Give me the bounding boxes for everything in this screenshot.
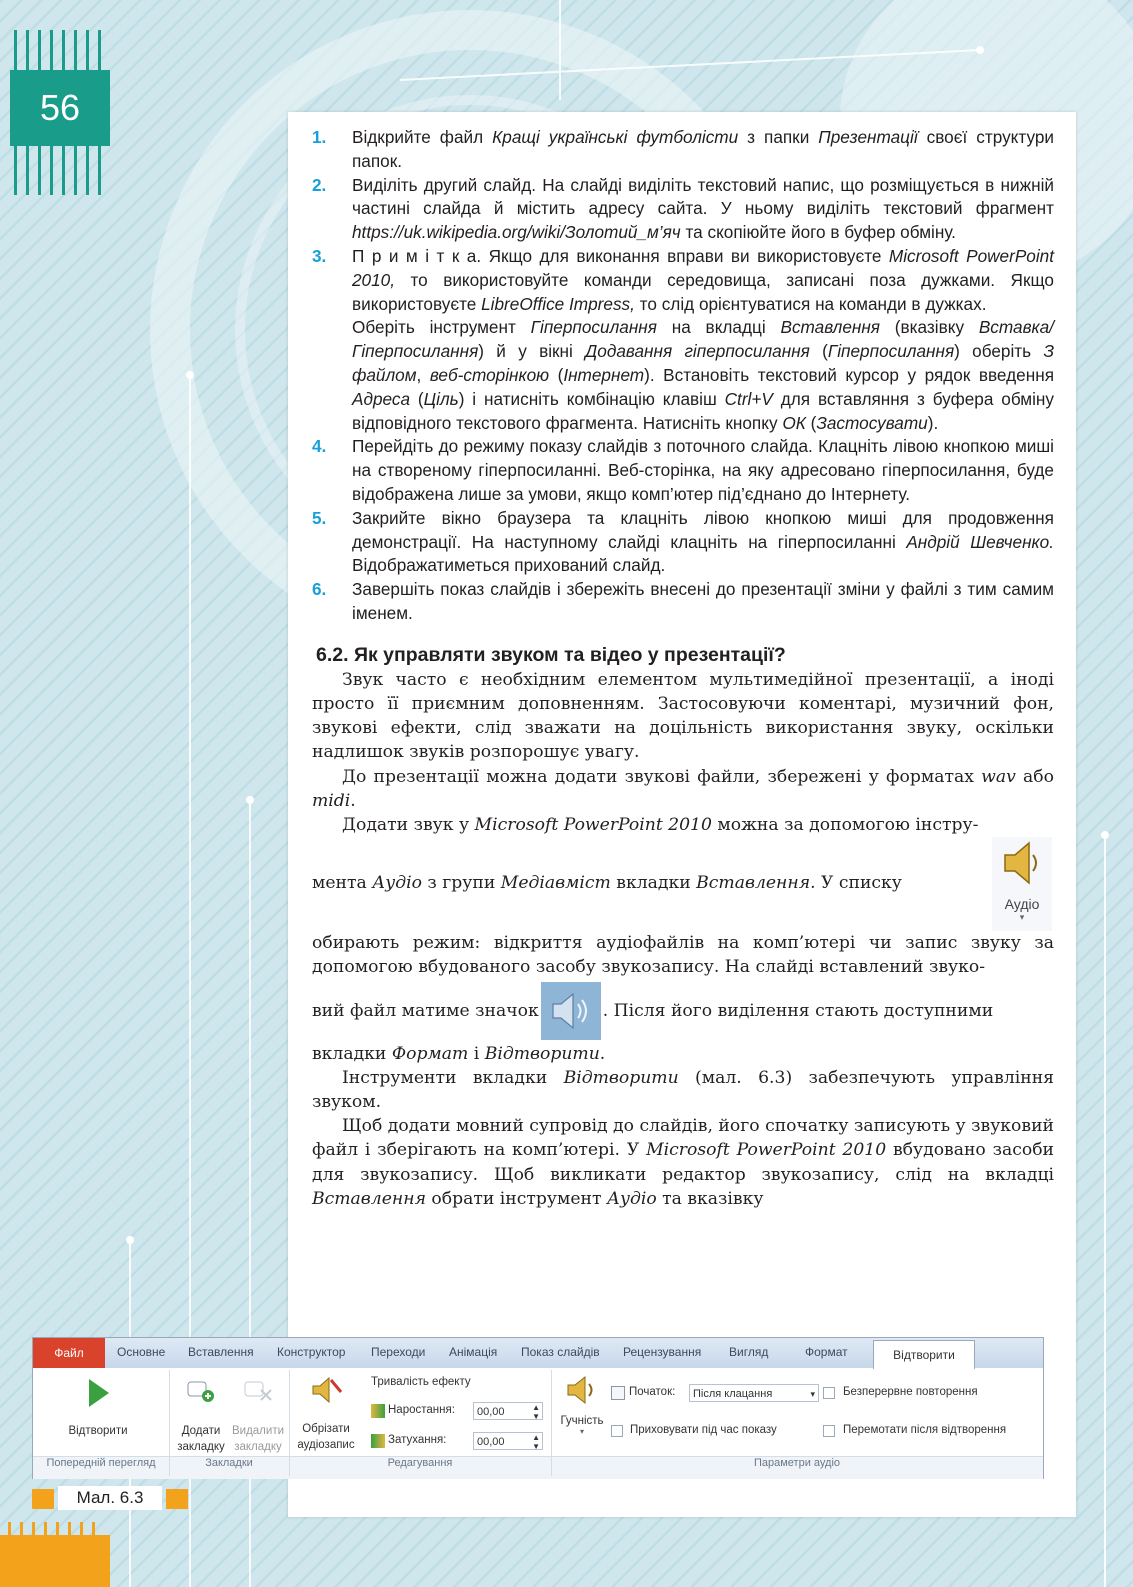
tab-slideshow[interactable]: Показ слайдів (521, 1345, 600, 1359)
step-number: 5. (312, 507, 327, 528)
step-item: 6. Завершіть показ слайдів і збережіть внесені до презентації зміни у файлі з тим самим іменем. (312, 579, 1054, 623)
spinner-icon[interactable]: ▲ ▼ (532, 1403, 540, 1421)
group-audio-options-label: Параметри аудіо (753, 1457, 841, 1469)
start-icon (611, 1386, 625, 1400)
paragraph-tabs: вкладки Формат і Відтворити. (312, 1043, 606, 1064)
tab-format[interactable]: Формат (805, 1345, 848, 1359)
step-item: 1. Відкрийте файл Кращі українські футболісти з папки Презентації своєї структури папок. (312, 127, 1054, 171)
fade-out-label: Затухання: (388, 1434, 447, 1446)
main-content (312, 126, 1054, 1211)
step-number: 4. (312, 436, 327, 457)
spinner-icon[interactable]: ▲ ▼ (532, 1433, 540, 1451)
speaker-icon (999, 837, 1045, 889)
fade-in-icon (371, 1404, 385, 1418)
step-number: 3. (312, 245, 327, 266)
tab-transitions[interactable]: Переходи (371, 1345, 426, 1359)
hide-during-show-checkbox[interactable] (611, 1425, 623, 1437)
paragraph-sound-intro: Звук часто є необхідним елементом мультимедійної презентації, а іноді просто її приємним доповненням. Застосовуючи коментарі, музичний фон, звукові ефекти, слід зважати на доцільність використання звуку, оскільки надлишок звуків розпорошує увагу. (312, 669, 1054, 763)
tab-animations[interactable]: Анімація (449, 1345, 498, 1359)
group-bookmarks-label: Закладки (205, 1457, 253, 1469)
add-bookmark-button[interactable]: Додати закладку (173, 1378, 229, 1455)
step-number: 1. (312, 127, 327, 147)
step-number: 6. (312, 579, 327, 600)
step-item: 4. Перейдіть до режиму показу слайдів з поточного слайда. Клацніть лівою кнопкою миші на створеному гіперпосиланні. Веб-сторінка, на яку адресовано гіперпосилання, буде відображена лише за умови, якщо комп’ютер під’єднано до Інтернету. (312, 436, 1054, 504)
add-bookmark-icon (184, 1378, 218, 1404)
ribbon-tabs (33, 1338, 1043, 1368)
paragraph-play-tab: Інструменти вкладки Відтворити (мал. 6.3) забезпечують управління звуком. (312, 1067, 1054, 1112)
group-preview-label: Попередній перегляд (46, 1457, 156, 1469)
fade-out-field[interactable]: 00,00 ▲ ▼ (473, 1432, 543, 1450)
start-label: Початок: (629, 1386, 676, 1398)
tab-design[interactable]: Конструктор (277, 1345, 346, 1359)
fade-out-icon (371, 1434, 385, 1448)
figure-caption: Мал. 6.3 (58, 1486, 162, 1510)
tab-playback[interactable]: Відтворити (873, 1340, 975, 1369)
section-heading: 6.2. Як управляти звуком та відео у презентації? (316, 643, 786, 666)
step-item: 5. Закрийте вікно браузера та клацніть лівою кнопкою миші для продовження демонстрації. На наступному слайді клацніть на гіперпосиланні Андрій Шевченко. Відображатиметься прихований слайд. (312, 507, 1054, 576)
hide-during-show-label: Приховувати під час показу (630, 1424, 777, 1436)
caption-marker-right (166, 1489, 188, 1509)
paragraph-add-sound: Додати звук у Microsoft PowerPoint 2010 можна за допомогою інстру- (342, 814, 979, 835)
step-item: 3. П р и м і т к а. Якщо для виконання вправи ви використовуєте Microsoft PowerPoint 2010, то використовуйте команди середовища, записані поза дужками. Якщо використовуєте LibreOffice Impress, то слід орієнтуватися на команди в дужках. Оберіть інструмент Гіперпосилання на вкладці Вставлення (вказівку Вставка/Гіперпосилання) й у вікні Додавання гіперпосилання (Гіперпосилання) оберіть З файлом, веб-сторінкою (Інтернет). Встановіть текстовий курсор у рядок введення Адреса (Ціль) і натисніть комбінацію клавіш Ctrl+V для вставляння з буфера обміну відповідного текстового фрагмента. Натисніть кнопку ОК (Застосувати). (312, 245, 1055, 433)
trim-audio-icon (309, 1372, 343, 1408)
volume-icon (564, 1372, 600, 1408)
tab-review[interactable]: Рецензування (623, 1345, 702, 1359)
paragraph-formats: До презентації можна додати звукові файли, збережені у форматах wav або midi. (312, 766, 1054, 811)
start-select[interactable]: Після клацання ▾ (689, 1384, 819, 1402)
chevron-down-icon: ▾ (1019, 913, 1025, 924)
sound-file-icon (541, 982, 601, 1040)
loop-checkbox[interactable] (823, 1387, 835, 1399)
fade-in-field[interactable]: 00,00 ▲ ▼ (473, 1402, 543, 1420)
audio-tool-icon: Аудіо ▾ (992, 837, 1052, 931)
step-item: 2. Виділіть другий слайд. На слайді виділіть текстовий напис, що розміщується в нижній частині слайда й містить адресу сайта. У ньому виділіть текстовий фрагмент https://uk.wikipedia.org/wiki/Золотий_м’яч та скопіюйте його в буфер обміну. (312, 174, 1054, 243)
fade-in-label: Наростання: (388, 1404, 455, 1416)
rewind-checkbox[interactable] (823, 1425, 835, 1437)
tab-file[interactable]: Файл (33, 1338, 105, 1368)
trim-audio-button[interactable]: Обрізати аудіозапис (291, 1372, 361, 1453)
page-number: 56 (10, 70, 110, 146)
chevron-down-icon[interactable]: ▾ (810, 1389, 815, 1399)
group-editing-label: Редагування (387, 1457, 453, 1469)
rewind-label: Перемотати після відтворення (843, 1424, 1007, 1436)
play-icon (83, 1376, 113, 1410)
exercise-steps (312, 126, 1054, 626)
paragraph-voiceover: Щоб додати мовний супровід до слайдів, його спочатку записують у звуковий файл і зберігають на комп’ютері. У Microsoft PowerPoint 2010 вбудовано засоби для звукозапису. Щоб викликати редактор звукозапису, слід на вкладці Вставлення обрати інструмент Аудіо та вказівку (312, 1116, 1054, 1209)
tab-insert[interactable]: Вставлення (188, 1345, 254, 1359)
step-number: 2. (312, 174, 327, 195)
paragraph-audio-tool: мента Аудіо з групи Медіавміст вкладки Вставлення. У списку Аудіо ▾ (312, 837, 1054, 931)
tab-view[interactable]: Вигляд (729, 1345, 769, 1359)
loop-label: Безперервне повторення (843, 1386, 978, 1398)
effect-duration-label: Тривалість ефекту (371, 1376, 471, 1388)
remove-bookmark-icon (241, 1378, 275, 1404)
chevron-down-icon: ▾ (579, 1427, 584, 1436)
paragraph-modes: обирають режим: відкриття аудіофайлів на комп’ютері чи запис звуку за допомогою вбудованого засобу звукозапису. На слайді вставлений звуко- (312, 933, 1054, 978)
tab-home[interactable]: Основне (117, 1345, 166, 1359)
paragraph-sound-file-icon: вий файл матиме значок . Після його виділення стають доступними (312, 980, 1054, 1042)
volume-button[interactable]: Гучність ▾ (557, 1372, 607, 1436)
play-button[interactable]: Відтворити (53, 1374, 143, 1444)
remove-bookmark-button[interactable]: Видалити закладку (229, 1378, 287, 1455)
ribbon-screenshot (32, 1337, 1044, 1479)
caption-marker-left (32, 1489, 54, 1509)
